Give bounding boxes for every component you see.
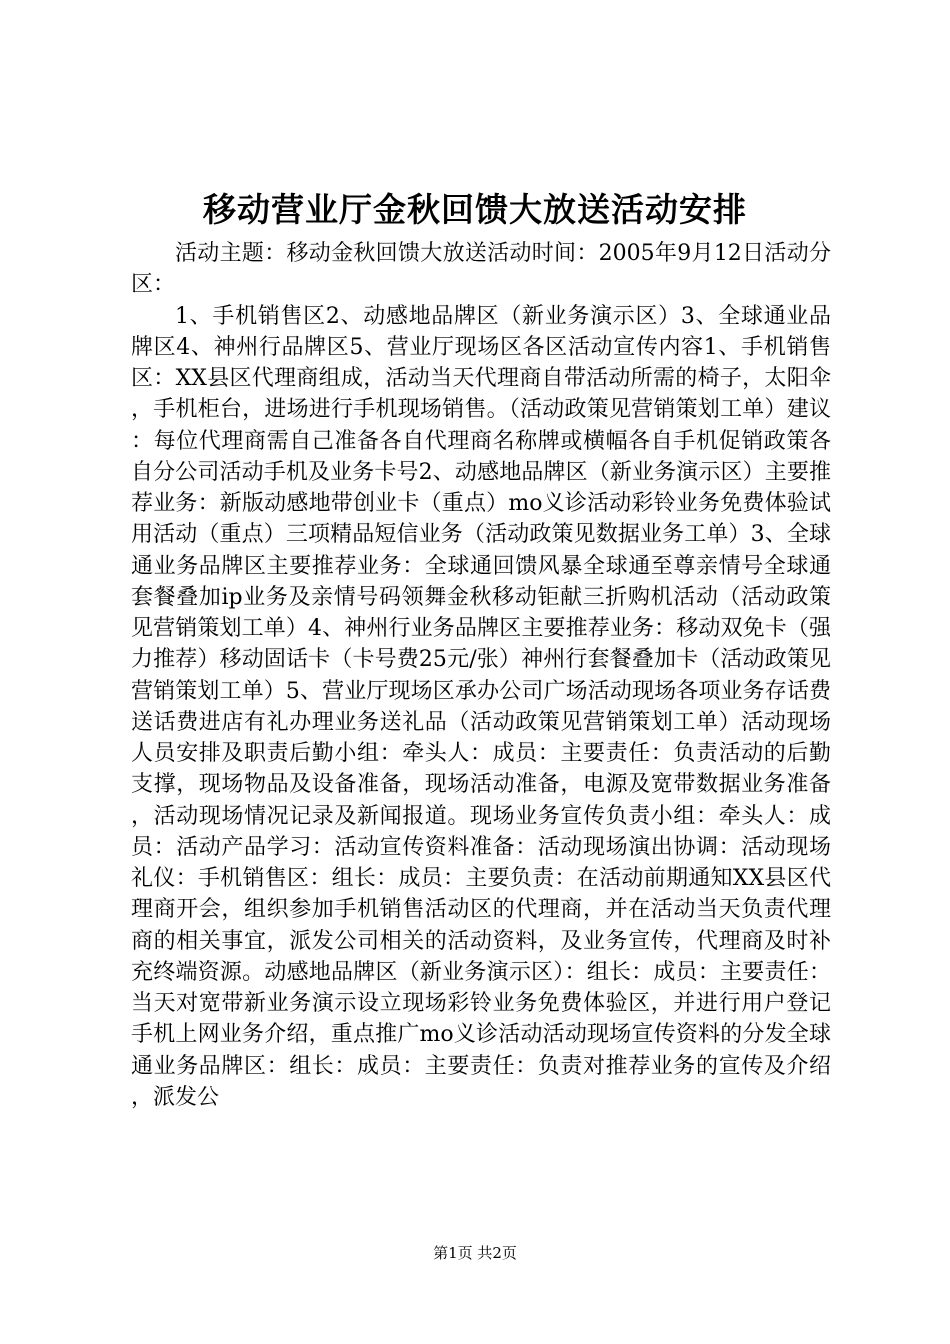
document-body <box>131 238 831 1113</box>
document-title: 移动营业厅金秋回馈大放送活动安排 <box>203 190 747 229</box>
body-paragraph-1: 活动主题：移动金秋回馈大放送活动时间：2005年9月12日活动分区： <box>131 241 831 298</box>
body-paragraph-2: 1、手机销售区2、动感地品牌区（新业务演示区）3、全球通业品牌区4、神州行品牌区5、营业厅现场区各区活动宣传内容1、手机销售区：XX县区代理商组成，活动当天代理商自带活动所需的椅子，太阳伞，手机柜台，进场进行手机现场销售。（活动政策见营销策划工单）建议：每位代理商需自己准备各自代理商名称牌或横幅各自手机促销政策各自分公司活动手机及业务卡号2、动感地品牌区（新业务演示区）主要推荐业务：新版动感地带创业卡（重点）mo义诊活动彩铃业务免费体验试用活动（重点）三项精品短信业务（活动政策见数据业务工单）3、全球通业务品牌区主要推荐业务：全球通回馈风暴全球通至尊亲情号全球通套餐叠加ip业务及亲情号码领舞金秋移动钜献三折购机活动（活动政策见营销策划工单）4、神州行业务品牌区主要推荐业务：移动双免卡（强力推荐）移动固话卡（卡号费25元/张）神州行套餐叠加卡（活动政策见营销策划工单）5、营业厅现场区承办公司广场活动现场各项业务存话费送话费进店有礼办理业务送礼品（活动政策见营销策划工单）活动现场人员安排及职责后勤小组：牵头人：成员：主要责任：负责活动的后勤支撑，现场物品及设备准备，现场活动准备，电源及宽带数据业务准备，活动现场情况记录及新闻报道。现场业务宣传负责小组：牵头人：成员：活动产品学习：活动宣传资料准备：活动现场演出协调：活动现场礼仪：手机销售区：组长：成员：主要负责：在活动前期通知XX县区代理商开会，组织参加手机销售活动区的代理商，并在活动当天负责代理商的相关事宜，派发公司相关的活动资料，及业务宣传，代理商及时补充终端资源。动感地品牌区（新业务演示区）：组长：成员：主要责任：当天对宽带新业务演示设立现场彩铃业务免费体验区，并进行用户登记手机上网业务介绍，重点推广mo义诊活动活动现场宣传资料的分发全球通业务品牌区：组长：成员：主要责任：负责对推荐业务的宣传及介绍，派发公 <box>131 303 831 1110</box>
page-number-footer: 第1页 共2页 <box>433 1244 517 1262</box>
